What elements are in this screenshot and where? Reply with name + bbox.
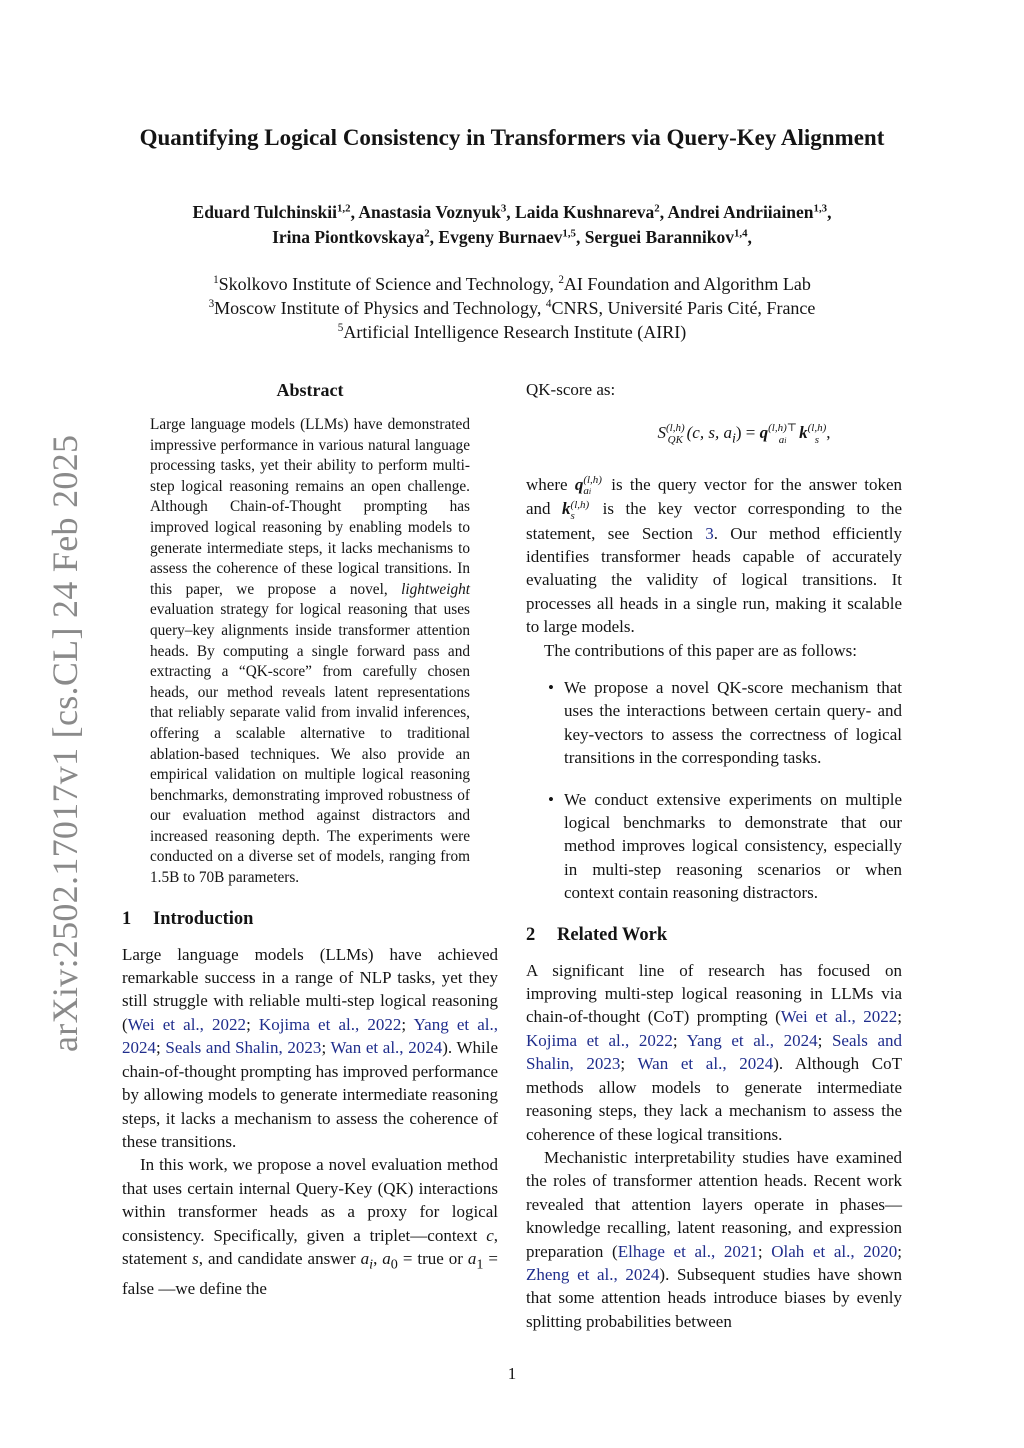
math-subscript: i — [369, 1256, 374, 1273]
text-run: ). Although CoT methods allow models to generate intermediate reasoning steps, they lack a mechanism to assess the coherence of these logical transitions. — [526, 1054, 903, 1144]
citation-link[interactable]: Wan et al., 2024 — [330, 1038, 443, 1058]
math-superscript: (l,h) — [583, 474, 602, 487]
author-separator: , — [350, 202, 359, 222]
affiliation-mark: 2 — [558, 274, 564, 287]
author-separator: , — [575, 227, 585, 247]
author-name: Anastasia Voznyuk — [358, 202, 501, 222]
citation-link[interactable]: Kojima et al., 2022 — [526, 1030, 673, 1050]
citation-link[interactable]: Seals and Shalin, 2023 — [165, 1038, 322, 1058]
key-vector-symbol: k — [799, 423, 808, 442]
affiliation-list — [110, 272, 914, 344]
text-run: , and candidate answer — [198, 1248, 361, 1268]
math-superscript: (l,h) — [807, 422, 827, 435]
math-subscript: 1 — [476, 1256, 484, 1273]
section-reference-link[interactable]: 3 — [705, 523, 714, 543]
text-run: where — [526, 475, 575, 495]
section-number: 1 — [122, 908, 132, 929]
author-separator: , — [429, 227, 439, 247]
math-subscript: s — [814, 434, 820, 447]
math-scripts — [768, 422, 797, 447]
author-separator: , — [659, 202, 668, 222]
author-separator: , — [747, 227, 752, 247]
list-item-text: We propose a novel QK-score mechanism that uses the interactions between certain query- and key-vectors to assess the correctness of logical transitions in the corresponding tasks. — [564, 678, 902, 768]
text-run: is the key vector corresponding to the statement, see Section — [526, 499, 903, 543]
math-symbol: a — [467, 1248, 477, 1268]
author-affiliation-mark: 1,5 — [562, 227, 576, 240]
text-run: Mechanistic interpretability studies have examined the roles of transformer attention heads. Recent work revealed that attention layers operate in phases—knowledge recalling, latent reasoning, and expression preparation ( — [526, 1147, 902, 1261]
text-run: . Our method efficiently identifies transformer heads capable of accurately evaluating the validity of logical transitions. It processes all heads in a single run, making it scalable to large models. — [526, 523, 902, 637]
query-vector-symbol: q — [574, 475, 584, 495]
math-scripts — [571, 500, 590, 522]
contributions-intro: The contributions of this paper are as follows: — [544, 640, 858, 660]
math-superscript: (l,h) — [665, 422, 685, 435]
math-subscript: 0 — [390, 1256, 398, 1273]
bullet-icon: • — [548, 678, 554, 698]
math-scripts — [666, 422, 685, 446]
affiliation: Skolkovo Institute of Science and Technology, — [218, 274, 559, 294]
math-symbol: a — [382, 1248, 391, 1268]
section-heading-introduction — [122, 907, 498, 931]
author-affiliation-mark: 1,4 — [733, 227, 748, 240]
author-name: Serguei Barannikov — [584, 227, 734, 247]
author-affiliation-mark: 2 — [424, 227, 430, 240]
affiliation: Moscow Institute of Physics and Technology, — [214, 298, 546, 318]
text-run: = false —we define the — [122, 1248, 499, 1298]
paper-title: Quantifying Logical Consistency in Transformers via Query-Key Alignment — [139, 125, 885, 150]
text-run: A significant line of research has focused on improving multi-step logical reasoning in LLMs via chain-of-thought (CoT) prompting ( — [526, 960, 902, 1027]
math-subscript — [583, 486, 602, 497]
author-name: Andrei Andriiainen — [667, 202, 814, 222]
citation-link[interactable]: Yang et al., 2024 — [122, 1014, 498, 1058]
affiliation-mark: 1 — [213, 274, 219, 287]
qk-score-equation — [586, 420, 902, 451]
citation-link[interactable]: Wei et al., 2022 — [780, 1007, 898, 1027]
math-subscript: i — [731, 430, 736, 447]
math-symbol: S — [657, 423, 666, 442]
text-run: ). Subsequent studies have shown that some attention heads introduce biases by evenly splitting probabilities between — [526, 1264, 902, 1331]
query-vector-symbol: q — [759, 423, 769, 442]
text-run: is the query vector for the answer token and — [526, 475, 902, 519]
section-title: Related Work — [557, 924, 668, 945]
contributions-list — [526, 676, 902, 905]
list-item — [526, 676, 902, 770]
arxiv-identifier-stamp: arXiv:2502.17017v1 [cs.CL] 24 Feb 2025 — [45, 434, 85, 1052]
citation-link[interactable]: Seals and Shalin, 2023 — [526, 1030, 902, 1074]
affiliation: AI Foundation and Algorithm Lab — [563, 274, 811, 294]
citation-link[interactable]: Zheng et al., 2024 — [526, 1264, 660, 1284]
author-affiliation-mark: 3 — [500, 202, 507, 215]
key-vector-symbol: k — [562, 499, 571, 519]
affiliation: Artificial Intelligence Research Institute (AIRI) — [343, 322, 687, 342]
intro-paragraph-2 — [122, 1153, 498, 1300]
qk-score-explanation — [526, 473, 902, 638]
section-heading-related-work — [526, 923, 902, 947]
math-subscript: QK — [667, 434, 683, 447]
text-run: Large language models (LLMs) have achieved remarkable success in a range of NLP tasks, yet they still struggle with reliable multi-step logical reasoning ( — [122, 944, 498, 1034]
related-work-paragraph-1: A significant line of research has focused on improving multi-step logical reasoning in LLMs via chain-of-thought (CoT) prompting (Wei et al., 2022; Kojima et al., 2022; Yang et al., 2024; Seals and Shalin, 2023; Wan et al., 2024). Although CoT methods allow models to generate intermediate reasoning steps, they lack a mechanism to assess the coherence of these logical transitions. — [526, 960, 903, 1144]
bullet-icon: • — [548, 789, 554, 809]
intro-paragraph-1: Large language models (LLMs) have achieved remarkable success in a range of NLP tasks, yet they still struggle with reliable multi-step logical reasoning (Wei et al., 2022; Kojima et al., 2022; Yang et al., 2024; Seals and Shalin, 2023; Wan et al., 2024). While chain-of-thought prompting has improved performance by allowing models to generate intermediate reasoning steps, it lacks a mechanism to assess the coherence of these transitions. — [122, 944, 498, 1151]
math-subscript-base: a — [778, 433, 785, 446]
left-column — [122, 378, 498, 1300]
text-run: In this work, we propose a novel evaluation method that uses certain internal Query-Key (QK) interactions within transformer heads as a proxy for logical consistency. Specifically, given a triplet—context — [122, 1155, 498, 1245]
citation-link[interactable]: Wan et al., 2024 — [637, 1054, 774, 1074]
abstract-heading: Abstract — [276, 380, 344, 400]
math-superscript: (l,h) — [570, 498, 590, 511]
citation-link[interactable]: Kojima et al., 2022 — [258, 1014, 402, 1034]
abstract-text — [150, 415, 470, 889]
abstract-emphasis: lightweight — [401, 580, 470, 598]
math-subsubscript: i — [784, 435, 787, 445]
text-run: , — [373, 1248, 383, 1268]
math-symbol: c — [486, 1225, 494, 1245]
math-scripts — [808, 422, 827, 446]
math-expression: (c, s, a — [686, 423, 732, 442]
right-column — [526, 378, 902, 1333]
math-symbol: s — [192, 1248, 199, 1268]
author-name: Evgeny Burnaev — [438, 227, 563, 247]
affiliation-mark: 3 — [208, 298, 215, 311]
citation-link[interactable]: Wei et al., 2022 — [127, 1014, 247, 1034]
math-subscript: s — [570, 509, 575, 522]
math-symbol: a — [360, 1248, 370, 1268]
author-separator: , — [827, 202, 832, 222]
text-run: ). While chain-of-thought prompting has improved performance by allowing models to generate intermediate reasoning steps, it lacks a mechanism to assess the coherence of these transitions. — [122, 1038, 498, 1151]
text-run: = true or — [397, 1248, 468, 1268]
author-affiliation-mark: 2 — [654, 202, 660, 215]
citation-link[interactable]: Olah et al., 2020 — [771, 1241, 898, 1261]
list-item-text: We conduct extensive experiments on multiple logical benchmarks to demonstrate that our method improves logical consistency, especially in multi-step reasoning scenarios or when context contain reasoning distractors. — [564, 789, 902, 903]
related-work-paragraph-2: Mechanistic interpretability studies have examined the roles of transformer attention heads. Recent work revealed that attention layers operate in phases—knowledge recalling, latent reasoning, and expression preparation (Elhage et al., 2021; Olah et al., 2020; Zheng et al., 2024). Subsequent studies have shown that some attention heads introduce biases by evenly splitting probabilities between — [526, 1147, 902, 1331]
list-item — [526, 788, 902, 905]
author-name: Eduard Tulchinskii — [192, 202, 337, 222]
affiliation-mark: 4 — [545, 298, 552, 311]
abstract-text-part: Large language models (LLMs) have demonstrated impressive performance in various natural language processing tasks, yet their ability to perform multi-step logical reasoning remains an open challenge. Although Chain-of-Thought prompting has improved logical reasoning by enabling models to generate intermediate steps, it lacks mechanisms to assess the coherence of these logical transitions. In this paper, we propose a novel, — [150, 416, 470, 598]
abstract-text-part: evaluation strategy for logical reasoning that uses query–key alignments inside transformer attention heads. By computing a single forward pass and extracting a “QK-score” from carefully chosen heads, our method reveals latent representations that reliably separate valid from invalid inferences, offering a scalable alternative to traditional ablation-based techniques. We also provide an empirical validation on multiple logical reasoning benchmarks, demonstrating improved robustness of our evaluation method against distractors and increased reasoning depth. The experiments were conducted on a diverse set of models, ranging from 1.5B to 70B parameters. — [150, 601, 470, 887]
qk-score-lead: QK-score as: — [526, 380, 616, 399]
author-separator: , — [506, 202, 516, 222]
page-number: 1 — [507, 1364, 517, 1383]
author-affiliation-mark: 1,3 — [813, 202, 828, 215]
section-title: Introduction — [153, 908, 254, 929]
math-expression: ) = — [735, 423, 760, 442]
author-name: Irina Piontkovskaya — [272, 227, 425, 247]
author-affiliation-mark: 1,2 — [337, 202, 351, 215]
math-subscript — [768, 434, 797, 447]
citation-link[interactable]: Elhage et al., 2021 — [617, 1241, 758, 1261]
affiliation-mark: 5 — [337, 322, 344, 335]
author-name: Laida Kushnareva — [515, 202, 655, 222]
affiliation: CNRS, Université Paris Cité, France — [551, 298, 816, 318]
text-run: , statement — [122, 1225, 498, 1268]
citation-link[interactable]: Yang et al., 2024 — [686, 1030, 818, 1050]
section-number: 2 — [526, 924, 536, 945]
author-list — [110, 200, 914, 250]
math-scripts — [583, 475, 602, 497]
math-subsubscript: i — [588, 487, 592, 497]
math-superscript: (l,h)⊤ — [768, 421, 798, 434]
math-subscript-base: a — [583, 485, 589, 498]
math-expression: , — [826, 423, 831, 442]
